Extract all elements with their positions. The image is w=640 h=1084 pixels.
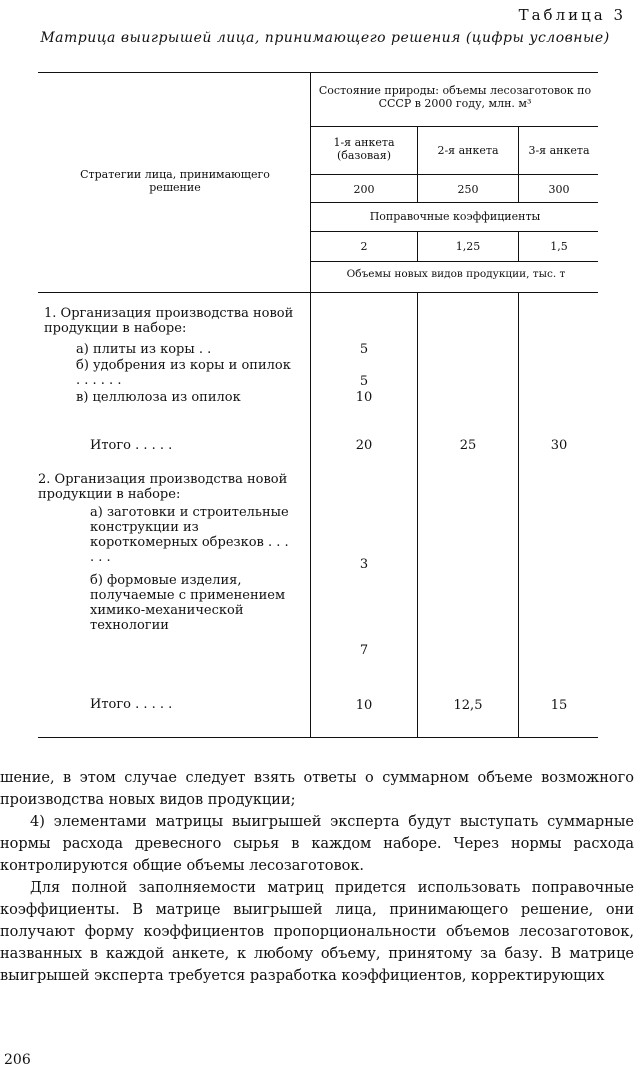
strategy-2-item-b: б) формовые изделия, получаемые с применением химико-механической технологии xyxy=(90,573,286,633)
volume-2: 250 xyxy=(457,183,479,196)
header-rule-5 xyxy=(310,261,598,262)
table-bottom-rule xyxy=(38,737,598,738)
survey-2-header: 2-я анкета xyxy=(437,144,499,157)
coef-3: 1,5 xyxy=(550,240,568,253)
table-top-rule xyxy=(38,72,598,73)
state-of-nature-header: Состояние природы: объемы лесозаготовок по СССР в 2000 году, млн. м³ xyxy=(318,84,592,110)
strategy-2-total-3: 15 xyxy=(550,698,568,713)
header-bottom-rule xyxy=(38,292,598,293)
strategy-1-item-a: а) плиты из коры . . xyxy=(76,342,212,357)
body-divider-3 xyxy=(518,292,519,737)
strategy-2-value-a: 3 xyxy=(359,557,369,572)
strategy-2-title: 2. Организация производства новой продукции в наборе: xyxy=(38,472,288,502)
strategy-1-value-c: 10 xyxy=(355,390,373,405)
header-rule-2 xyxy=(310,174,598,175)
strategy-1-total-label: Итого . . . . . xyxy=(90,438,173,453)
volume-1: 200 xyxy=(353,183,375,196)
body-text xyxy=(0,767,634,987)
new-products-label: Объемы новых видов продукции, тыс. т xyxy=(346,268,566,280)
strategy-1-title: 1. Организация производства новой продукции в наборе: xyxy=(44,306,294,336)
strategy-1-total-3: 30 xyxy=(550,438,568,453)
strategy-2-value-b: 7 xyxy=(359,643,369,658)
strategy-1-total-2: 25 xyxy=(459,438,477,453)
survey-3-header: 3-я анкета xyxy=(528,144,590,157)
table-caption: Матрица выигрышей лица, принимающего решения (цифры условные) xyxy=(40,30,610,46)
coef-2: 1,25 xyxy=(455,240,481,253)
table-column-divider xyxy=(310,72,311,737)
strategy-1-total-1: 20 xyxy=(355,438,373,453)
coef-1: 2 xyxy=(360,240,368,253)
paragraph-continuation: шение, в этом случае следует взять ответы о суммарном объеме возможного производства новых видов продукции; xyxy=(0,770,634,808)
strategy-2-total-label: Итого . . . . . xyxy=(90,697,173,712)
paragraph-item-4: 4) элементами матрицы выигрышей эксперта будут выступать суммарные нормы расхода древесного сырья в каждом наборе. Через нормы расхода контролируются общие объемы лесозаготовок. xyxy=(0,814,634,874)
strategy-2-item-a: а) заготовки и строительные конструкции из короткомерных обрезков . . . . . . xyxy=(90,505,289,565)
strategies-header: Стратегии лица, принимающего решение xyxy=(80,168,270,194)
survey-1-header: 1-я анкета (базовая) xyxy=(333,136,395,162)
strategy-2-total-1: 10 xyxy=(355,698,373,713)
strategy-1-item-c: в) целлюлоза из опилок xyxy=(76,390,241,405)
table-label: Таблица 3 xyxy=(518,6,626,24)
volume-3: 300 xyxy=(548,183,570,196)
header-rule-4 xyxy=(310,231,598,232)
header-rule-1 xyxy=(310,126,598,127)
header-rule-3 xyxy=(310,202,598,203)
body-divider-2 xyxy=(417,292,418,737)
strategy-2-total-2: 12,5 xyxy=(453,698,483,713)
strategy-1-value-b: 5 xyxy=(359,374,369,389)
strategy-1-value-a: 5 xyxy=(359,342,369,357)
coefficients-label: Поправочные коэффициенты xyxy=(369,210,541,223)
strategy-1-item-b: б) удобрения из коры и опилок . . . . . . xyxy=(76,358,291,388)
page-number: 206 xyxy=(4,1052,31,1068)
paragraph-coefficients: Для полной заполняемости матриц придется использовать поправочные коэффициенты. В матрице выигрышей лица, принимающего решение, они получают форму коэффициентов пропорциональности объемов лесозаготовок, названных в каждой анкете, к любому объему, принятому за базу. В матрице выигрышей эксперта требуется разработка коэффициентов, корректирующих xyxy=(0,880,634,984)
